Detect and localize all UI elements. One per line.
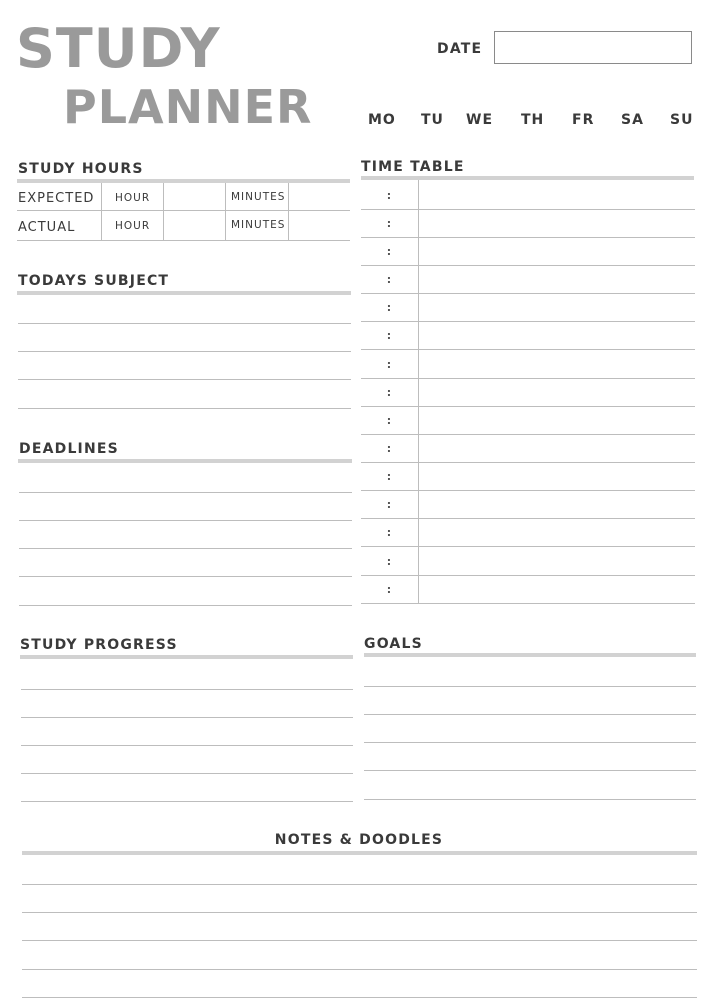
day-tu[interactable]: TU (421, 112, 444, 128)
writing-line[interactable] (364, 742, 696, 743)
writing-line[interactable] (22, 912, 697, 913)
study-hours-title: STUDY HOURS (18, 161, 144, 177)
writing-line[interactable] (22, 884, 697, 885)
actual-hour-field[interactable] (164, 212, 224, 238)
writing-line[interactable] (21, 801, 353, 802)
writing-line[interactable] (21, 773, 353, 774)
writing-line[interactable] (19, 492, 352, 493)
time-table-bar (361, 176, 694, 180)
writing-line[interactable] (364, 799, 696, 800)
time-slot-colon[interactable]: : (386, 217, 392, 230)
expected-label: EXPECTED (18, 191, 95, 206)
time-slot-colon[interactable]: : (386, 329, 392, 342)
title-study: STUDY (16, 17, 221, 80)
goals-title: GOALS (364, 636, 423, 652)
expected-hour-field[interactable] (164, 184, 224, 209)
writing-line[interactable] (18, 323, 351, 324)
writing-line[interactable] (364, 686, 696, 687)
expected-minutes-label: MINUTES (231, 191, 286, 203)
writing-line[interactable] (22, 969, 697, 970)
deadlines-title: DEADLINES (19, 441, 119, 457)
day-th[interactable]: TH (521, 112, 545, 128)
time-slot-colon[interactable]: : (386, 245, 392, 258)
writing-line[interactable] (21, 745, 353, 746)
writing-line[interactable] (364, 714, 696, 715)
time-slot-colon[interactable]: : (386, 189, 392, 202)
writing-line[interactable] (22, 997, 697, 998)
writing-line[interactable] (18, 351, 351, 352)
writing-line[interactable] (364, 770, 696, 771)
time-slot-colon[interactable]: : (386, 526, 392, 539)
date-field[interactable] (494, 31, 692, 64)
todays-subject-bar (17, 291, 351, 295)
actual-label: ACTUAL (18, 220, 76, 235)
time-slot-colon[interactable]: : (386, 470, 392, 483)
writing-line[interactable] (19, 576, 352, 577)
time-slot-colon[interactable]: : (386, 386, 392, 399)
time-slot-colon[interactable]: : (386, 273, 392, 286)
writing-line[interactable] (19, 520, 352, 521)
writing-line[interactable] (18, 408, 351, 409)
time-slot-colon[interactable]: : (386, 358, 392, 371)
expected-minutes-field[interactable] (290, 184, 350, 209)
deadlines-bar (18, 459, 352, 463)
writing-line[interactable] (22, 940, 697, 941)
writing-line[interactable] (19, 605, 352, 606)
actual-minutes-field[interactable] (290, 212, 350, 238)
expected-hour-label: HOUR (115, 192, 151, 204)
study-hours-bar (17, 179, 350, 183)
study-progress-title: STUDY PROGRESS (20, 637, 178, 653)
actual-minutes-label: MINUTES (231, 219, 286, 231)
time-table-divider (418, 180, 419, 604)
time-slot-colon[interactable]: : (386, 301, 392, 314)
time-slot-colon[interactable]: : (386, 498, 392, 511)
goals-bar (364, 653, 696, 657)
writing-line[interactable] (21, 689, 353, 690)
writing-line[interactable] (18, 379, 351, 380)
study-progress-bar (20, 655, 353, 659)
title-planner: PLANNER (63, 80, 313, 134)
day-we[interactable]: WE (466, 112, 494, 128)
day-fr[interactable]: FR (572, 112, 595, 128)
writing-line[interactable] (19, 548, 352, 549)
day-mo[interactable]: MO (368, 112, 396, 128)
time-slot-colon[interactable]: : (386, 583, 392, 596)
actual-hour-label: HOUR (115, 220, 151, 232)
time-slot-colon[interactable]: : (386, 442, 392, 455)
writing-line[interactable] (21, 717, 353, 718)
time-slot-colon[interactable]: : (386, 555, 392, 568)
time-slot-colon[interactable]: : (386, 414, 392, 427)
notes-title: NOTES & DOODLES (274, 832, 444, 848)
time-table-title: TIME TABLE (361, 159, 465, 175)
todays-subject-title: TODAYS SUBJECT (18, 273, 170, 289)
notes-bar (22, 851, 697, 855)
day-su[interactable]: SU (670, 112, 694, 128)
day-sa[interactable]: SA (621, 112, 644, 128)
date-label: DATE (437, 41, 483, 57)
